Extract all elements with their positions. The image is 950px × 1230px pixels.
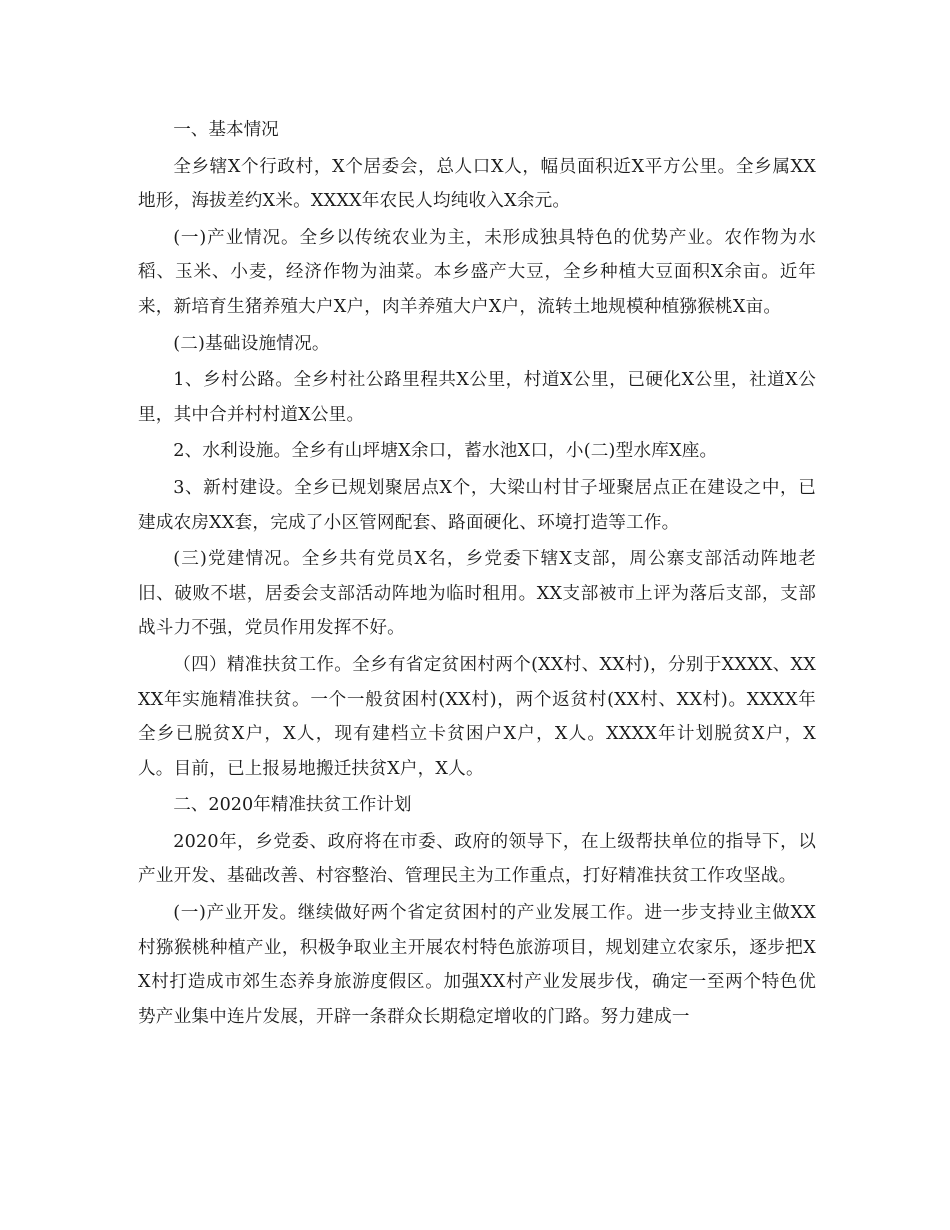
paragraph-industry: (一)产业情况。全乡以传统农业为主，未形成独具特色的优势产业。农作物为水稻、玉米、小麦，经济作物为油菜。本乡盛产大豆，全乡种植大豆面积X余亩。近年来，新培育生猪养殖大户X户，肉羊养殖大户X户，流转土地规模种植猕猴桃X亩。	[138, 227, 816, 317]
paragraph-poverty-alleviation: （四）精准扶贫工作。全乡有省定贫困村两个(XX村、XX村)，分别于XXXX、XXXX年实施精准扶贫。一个一般贫困村(XX村)，两个返贫村(XX村、XX村)。XXXX年全乡已脱贫X户，X人，现有建档立卡贫困户X户，X人。XXXX年计划脱贫X户，X人。目前，已上报易地搬迁扶贫X户，X人。	[138, 654, 816, 779]
document-body	[138, 113, 816, 1036]
section-heading-basic-info: 一、基本情况	[173, 120, 279, 140]
paragraph-party-building: (三)党建情况。全乡共有党员X名，乡党委下辖X支部，周公寨支部活动阵地老旧、破败不堪，居委会支部活动阵地为临时租用。XX支部被市上评为落后支部，支部战斗力不强，党员作用发挥不好。	[138, 549, 816, 639]
paragraph-new-village: 3、新村建设。全乡已规划聚居点X个，大梁山村甘子垭聚居点正在建设之中，已建成农房XX套，完成了小区管网配套、路面硬化、环境打造等工作。	[138, 477, 816, 533]
section-heading-2020-plan: 二、2020年精准扶贫工作计划	[173, 795, 412, 816]
paragraph-water: 2、水利设施。全乡有山坪塘X余口，蓄水池X口，小(二)型水库X座。	[173, 441, 718, 462]
paragraph-industry-development: (一)产业开发。继续做好两个省定贫困村的产业发展工作。进一步支持业主做XX村猕猴桃种植产业，积极争取业主开展农村特色旅游项目，规划建立农家乐，逐步把XX村打造成市郊生态养身旅游度假区。加强XX村产业发展步伐，确定一至两个特色优势产业集中连片发展，开辟一条群众长期稳定增收的门路。努力建成一	[138, 903, 816, 1027]
paragraph-roads: 1、乡村公路。全乡村社公路里程共X公里，村道X公里，已硬化X公里，社道X公里，其中合并村村道X公里。	[138, 370, 816, 425]
paragraph-overview: 全乡辖X个行政村，X个居委会，总人口X人，幅员面积近X平方公里。全乡属XX地形，海拔差约X米。XXXX年农民人均纯收入X余元。	[138, 156, 816, 212]
paragraph-infrastructure-title: (二)基础设施情况。	[173, 333, 330, 354]
paragraph-plan-intro: 2020年，乡党委、政府将在市委、政府的领导下，在上级帮扶单位的指导下，以产业开发、基础改善、村容整治、管理民主为工作重点，打好精准扶贫工作攻坚战。	[138, 831, 816, 887]
